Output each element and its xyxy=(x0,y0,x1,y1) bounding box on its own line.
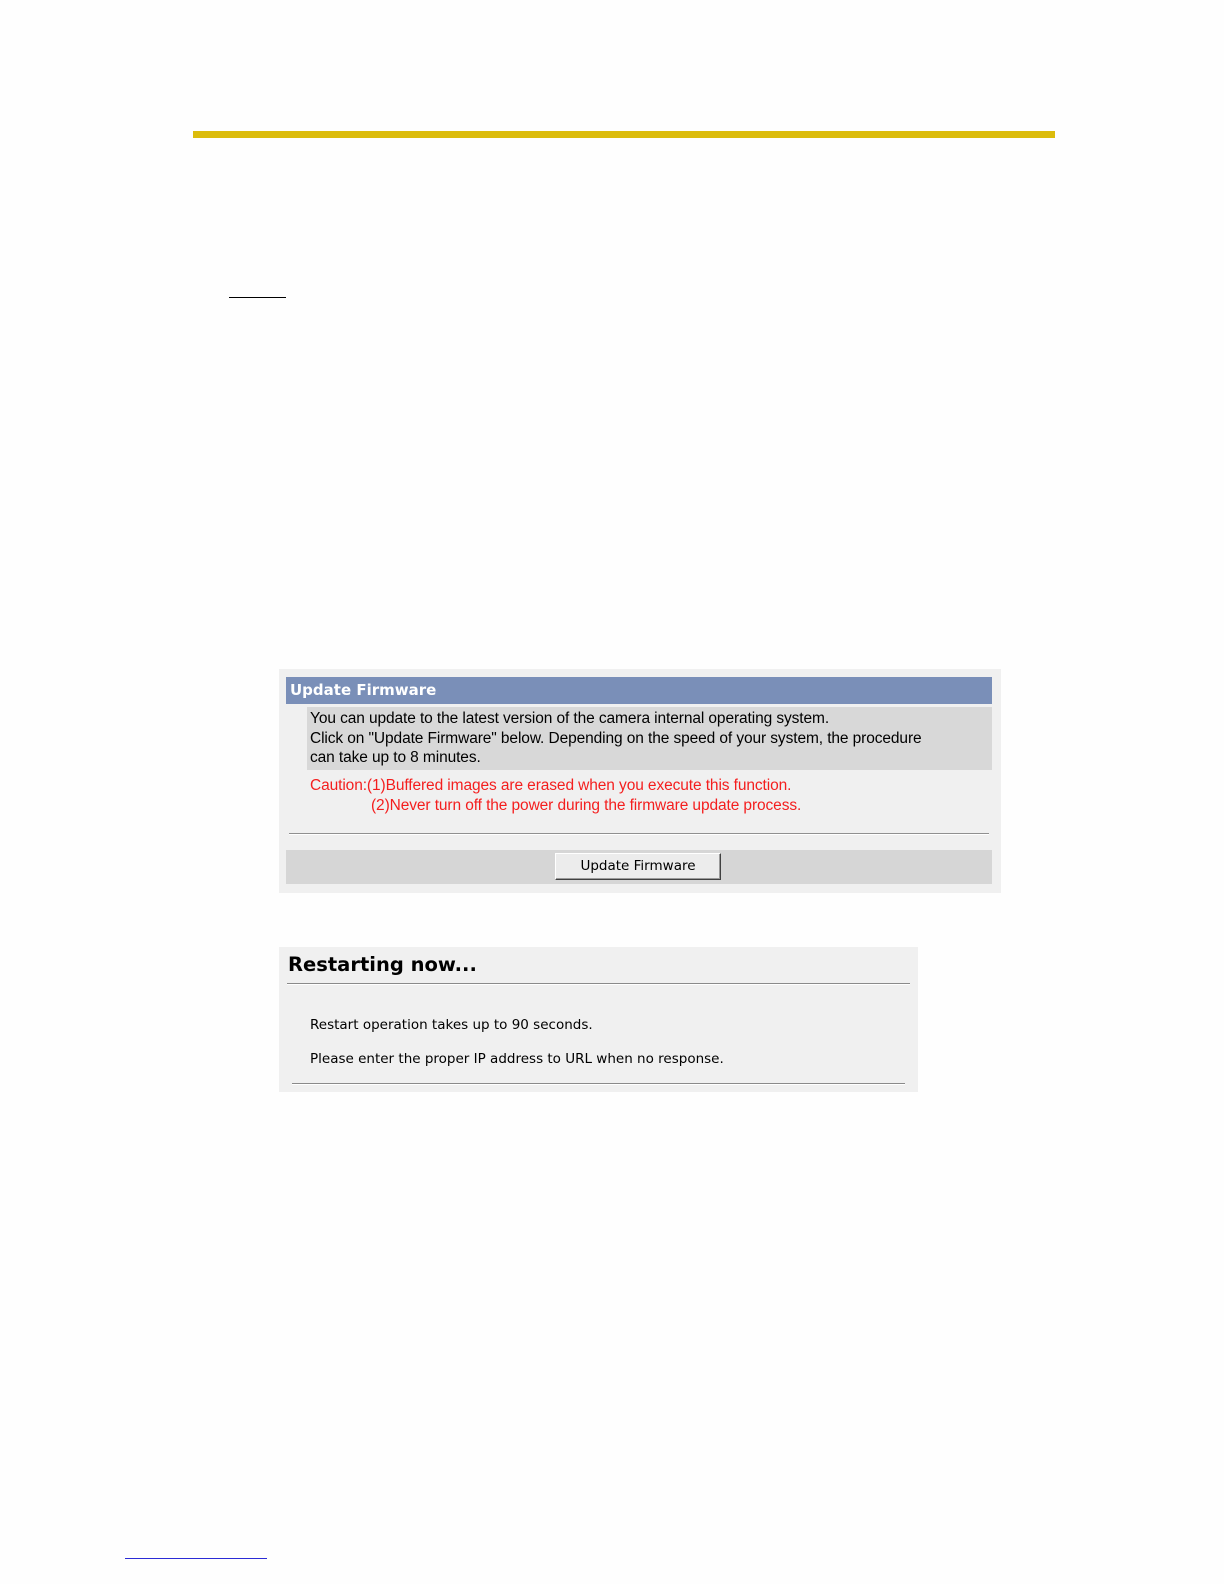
description-line: Click on "Update Firmware" below. Depending on the speed of your system, the procedure xyxy=(310,729,922,747)
update-firmware-description xyxy=(307,707,992,770)
restarting-divider-top xyxy=(287,983,910,985)
caution-line: Caution:(1)Buffered images are erased when you execute this function. xyxy=(310,777,792,794)
caution-line: (2)Never turn off the power during the firmware update process. xyxy=(371,796,802,814)
update-firmware-footer xyxy=(286,850,992,884)
update-firmware-panel xyxy=(279,669,1001,893)
panel-divider xyxy=(289,833,989,835)
restarting-panel xyxy=(279,947,918,1092)
header-rule xyxy=(193,131,1055,138)
restarting-divider-bottom xyxy=(292,1083,905,1085)
description-line: can take up to 8 minutes. xyxy=(310,749,481,766)
update-firmware-button[interactable]: Update Firmware xyxy=(555,853,721,880)
description-line: You can update to the latest version of the camera internal operating system. xyxy=(310,710,830,727)
note-underline xyxy=(229,297,286,298)
restarting-title: Restarting now... xyxy=(288,953,477,976)
restart-ip-hint-text: Please enter the proper IP address to URL when no response. xyxy=(310,1051,724,1067)
caution-text xyxy=(310,776,801,815)
update-firmware-header: Update Firmware xyxy=(286,677,992,704)
restart-duration-text: Restart operation takes up to 90 seconds. xyxy=(310,1017,593,1033)
footer-link-rule xyxy=(125,1558,267,1559)
